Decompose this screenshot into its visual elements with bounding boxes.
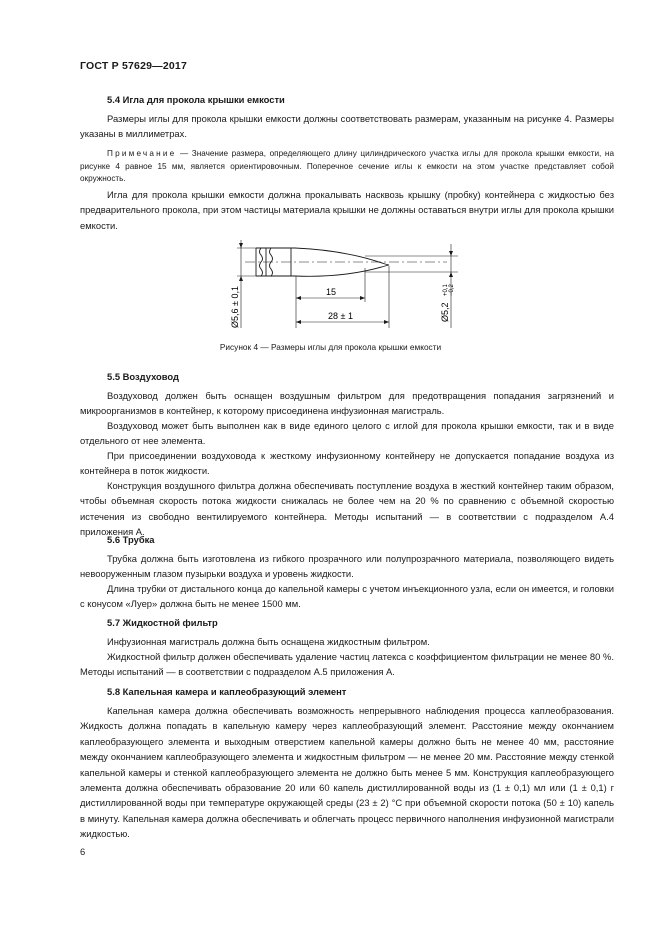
section-5-4-heading: 5.4 Игла для прокола крышки емкости bbox=[107, 94, 285, 105]
s55-paragraph-1: Воздуховод должен быть оснащен воздушным фильтром для предотвращения попадания загрязнений и микроорганизмов в контейнер, к которому присоединена инфузионная магистраль. bbox=[80, 390, 614, 417]
s57-paragraph-2: Жидкостной фильтр должен обеспечивать удаление частиц латекса с коэффициентом фильтрации не менее 80 %. Методы испытаний — в соответствии с подразделом А.5 приложения А. bbox=[80, 651, 614, 678]
page-number: 6 bbox=[80, 846, 86, 857]
s55-paragraph-3: При присоединении воздуховода к жесткому инфузионному контейнеру не допускается попадание воздуха из контейнера в поток жидкости. bbox=[80, 450, 614, 477]
standard-header: ГОСТ Р 57629—2017 bbox=[80, 60, 188, 72]
figure-caption: Рисунок 4 — Размеры иглы для прокола крышки емкости bbox=[219, 342, 442, 352]
dim-tolerance-upper: +0,1 bbox=[443, 284, 449, 296]
s55-paragraph-2: Воздуховод может быть выполнен как в виде единого целого с иглой для прокола крышки емкости, так и в виде отдельного от нее элемента. bbox=[80, 420, 614, 447]
section-5-7-heading: 5.7 Жидкостной фильтр bbox=[107, 617, 218, 628]
s54-note bbox=[80, 148, 614, 186]
dim-diameter-right: Ø5,2 bbox=[440, 302, 450, 322]
dim-length-28: 28 ± 1 bbox=[328, 311, 353, 321]
s54-paragraph-2: Игла для прокола крышки емкости должна прокалывать насквозь крышку (пробку) контейнера с жидкостью без предварительного прокола, при этом частицы материала крышки не должны оставаться внутри иглы для прокола крышки емкости. bbox=[80, 189, 614, 231]
note-text: — Значение размера, определяющего длину цилиндрического участка иглы для прокола крышки емкости, на рисунке 4 равное 15 мм, является ориентировочным. Поперечное сечение иглы к емкости на этом участке представляет собой окружность. bbox=[80, 149, 614, 184]
section-5-6-heading: 5.6 Трубка bbox=[107, 534, 155, 545]
dim-diameter-left: Ø5,6 ± 0,1 bbox=[230, 286, 240, 328]
needle-drawing bbox=[215, 238, 465, 334]
s56-paragraph-2: Длина трубки от дистального конца до капельной камеры с учетом инъекционного узла, если он имеется, и головки с конусом «Луер» должна быть не менее 1500 мм. bbox=[80, 583, 614, 610]
note-label: Примечание bbox=[107, 149, 177, 158]
s58-paragraph-1: Капельная камера должна обеспечивать возможность непрерывного наблюдения процесса каплеобразования. Жидкость должна попадать в капельную камеру через каплеобразующий элемент. Расстояние между окончанием каплеобразующего элемента и выходным отверстием капельной камеры должно быть не менее 40 мм, расстояние между окончанием каплеобразующего элемента и жидкостным фильтром — не менее 20 мм. Расстояние между стенкой капельной камеры и стенкой каплеобразующего элемента не должно быть менее 5 мм. Конструкция каплеобразующего элемента должна обеспечивать образование 20 или 60 капель дистиллированной воды из (1 ± 0,1) мл или (1 ± 0,1) г дистиллированной воды при температуре окружающей среды (23 ± 2) °C при объемной скорости потока (50 ± 10) капель в минуту. Капельная камера должна обеспечивать и облегчать процесс первичного наполнения инфузионной магистрали жидкостью. bbox=[80, 705, 614, 840]
s54-paragraph-1: Размеры иглы для прокола крышки емкости должны соответствовать размерам, указанным на рисунке 4. Размеры указаны в миллиметрах. bbox=[80, 113, 614, 140]
s55-paragraph-4: Конструкция воздушного фильтра должна обеспечивать поступление воздуха в жесткий контейнер таким образом, чтобы объемная скорость потока жидкости снижалась не более чем на 20 % по сравнению с объемной скоростью истечения из свободно вентилируемого контейнера. Методы испытаний — в соответствии с подразделом А.4 приложения А. bbox=[80, 480, 614, 538]
section-5-5-heading: 5.5 Воздуховод bbox=[107, 371, 179, 382]
dim-length-15: 15 bbox=[326, 287, 337, 297]
s56-paragraph-1: Трубка должна быть изготовлена из гибкого прозрачного или полупрозрачного материала, позволяющего видеть невооруженным глазом пузырьки воздуха и уровень жидкости. bbox=[80, 553, 614, 580]
dim-tolerance-lower: −0,2 bbox=[449, 284, 455, 296]
needle-bottom-contour bbox=[256, 266, 385, 276]
section-5-8-heading: 5.8 Капельная камера и каплеобразующий элемент bbox=[107, 686, 347, 697]
s57-paragraph-1: Инфузионная магистраль должна быть оснащена жидкостным фильтром. bbox=[107, 636, 430, 647]
